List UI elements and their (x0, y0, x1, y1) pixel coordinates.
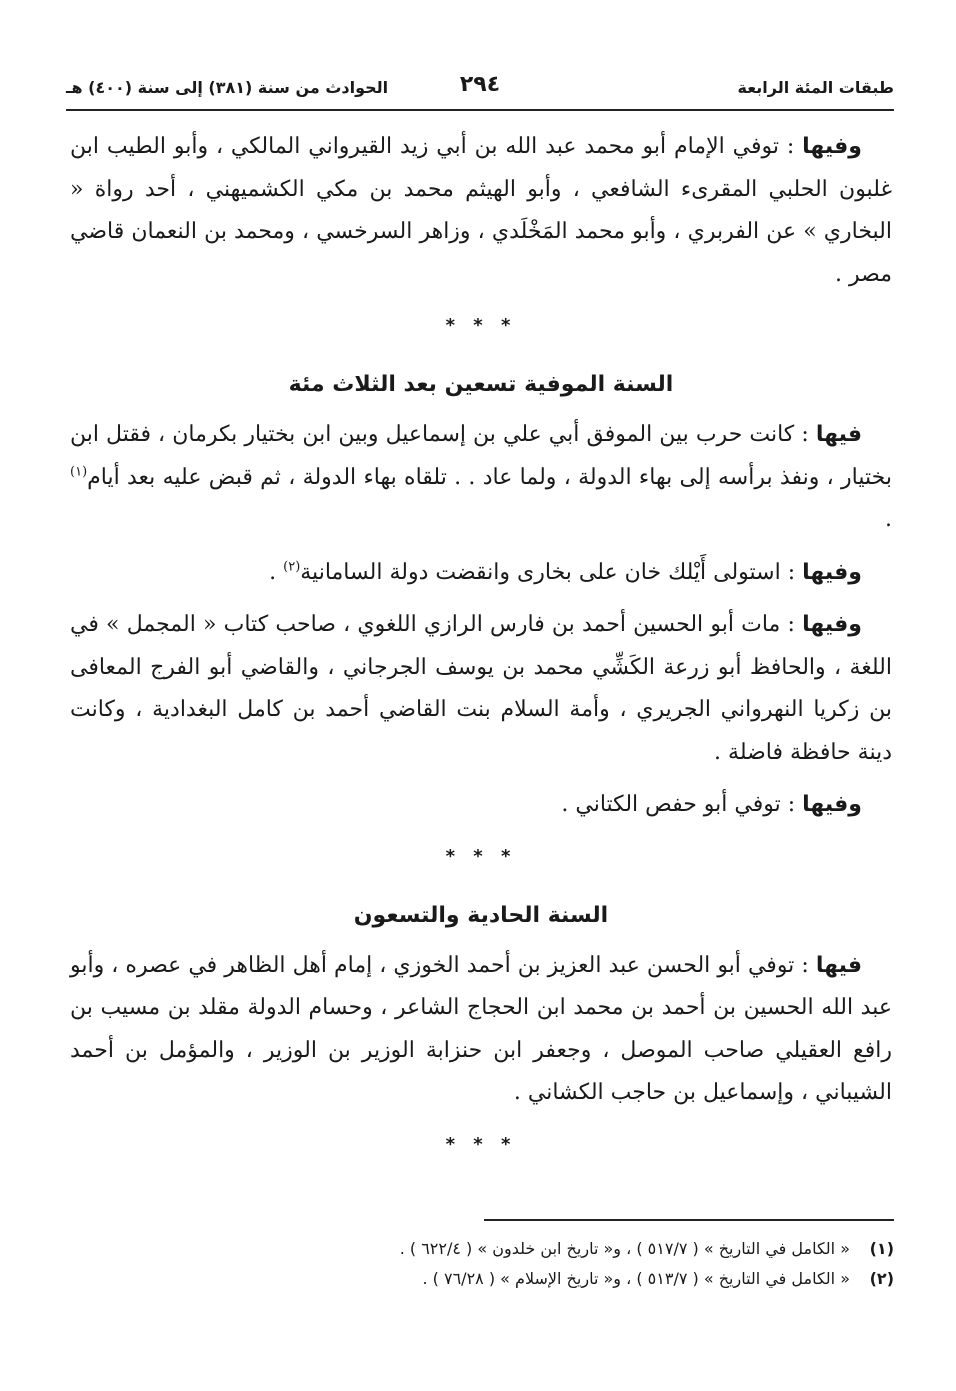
footnote-1 (70, 1234, 894, 1264)
paragraph-text: : مات أبو الحسين أحمد بن فارس الرازي اللغوي ، صاحب كتاب « المجمل » في اللغة ، والحافظ أبو زرعة الكَشِّي محمد بن يوسف الجرجاني ، والقاضي أبو الفرج المعافى بن زكريا النهرواني الجريري ، وأمة السلام بنت القاضي أحمد بن كامل البغدادية ، وكانت دينة حافظة فاضلة . (70, 612, 892, 765)
paragraph-deaths-390 (70, 604, 892, 774)
paragraph-text: : استولى أَيْلك خان على بخارى وانقضت دولة السامانية (300, 559, 796, 585)
paragraph-lead: وفيها (802, 792, 862, 817)
footnote-2 (70, 1264, 894, 1294)
paragraph-text: : توفي أبو حفص الكتاني . (561, 792, 796, 817)
paragraph-end: . (885, 507, 892, 532)
section-separator: * * * (445, 315, 517, 336)
paragraph-kattani (70, 784, 892, 827)
paragraph-end: . (269, 559, 284, 585)
footnotes (70, 1234, 894, 1294)
footnote-number: (١) (869, 1239, 894, 1258)
footnote-text: « الكامل في التاريخ » ( ٥١٣/٧ ) ، و« تاريخ الإسلام » ( ٧٦/٢٨ ) . (422, 1269, 850, 1288)
paragraph-samanid-end (70, 552, 892, 595)
paragraph-lead: وفيها (802, 612, 862, 637)
paragraph-text: : توفي الإمام أبو محمد عبد الله بن أبي زيد القيرواني المالكي ، وأبو الطيب ابن غلبون الحلبي المقرىء الشافعي ، وأبو الهيثم محمد بن مكي الكشميهني ، أحد رواة « البخاري » عن الفربري ، وأبو محمد المَخْلَدي ، وزاهر السرخسي ، ومحمد بن النعمان قاضي مصر . (70, 134, 892, 287)
paragraph-war-kirman (70, 414, 892, 542)
header-book-title: طبقات المئة الرابعة (737, 78, 894, 97)
running-header (66, 72, 894, 108)
section-separator: * * * (445, 1133, 517, 1155)
paragraph-text: : كانت حرب بين الموفق أبي علي بن إسماعيل وبين ابن بختيار بكرمان ، فقتل ابن بختيار ، ونفذ برأسه إلى بهاء الدولة ، ولما عاد . . تلقاه بهاء الدولة ، ثم قبض عليه بعد أيام (70, 422, 892, 490)
footnote-divider (484, 1219, 894, 1221)
footnote-ref-1[interactable]: (١) (70, 464, 88, 480)
header-chapter-range: الحوادث من سنة (٣٨١) إلى سنة (٤٠٠) هـ (66, 78, 389, 97)
paragraph-lead: وفيها (802, 559, 862, 585)
main-text (70, 126, 892, 1175)
paragraph-lead: فيها (815, 422, 862, 447)
footnote-text: « الكامل في التاريخ » ( ٥١٧/٧ ) ، و« تاريخ ابن خلدون » ( ٦٢٢/٤ ) . (399, 1239, 850, 1258)
section-separator: * * * (445, 845, 517, 867)
paragraph-deaths-391 (70, 945, 892, 1115)
section-title-year-391: السنة الحادية والتسعون (353, 902, 609, 928)
footnote-number: (٢) (869, 1269, 894, 1288)
paragraph-deaths-380 (70, 126, 892, 296)
page-number: ٢٩٤ (459, 72, 501, 97)
paragraph-text: : توفي أبو الحسن عبد العزيز بن أحمد الخوزي ، إمام أهل الظاهر في عصره ، وأبو عبد الله الحسين بن أحمد بن محمد ابن الحجاج الشاعر ، وحسام الدولة مقلد بن مسيب بن رافع العقيلي صاحب الموصل ، وجعفر ابن حنزابة الوزير بن الوزير ، والمؤمل بن أحمد الشيباني ، وإسماعيل بن حاجب الكشاني . (70, 952, 892, 1105)
paragraph-lead: فيها (815, 952, 863, 978)
footnote-ref-2[interactable]: (٢) (283, 559, 301, 575)
section-title-year-390: السنة الموفية تسعين بعد الثلاث مئة (288, 372, 674, 397)
paragraph-lead: وفيها (802, 134, 862, 159)
header-divider (66, 109, 894, 111)
